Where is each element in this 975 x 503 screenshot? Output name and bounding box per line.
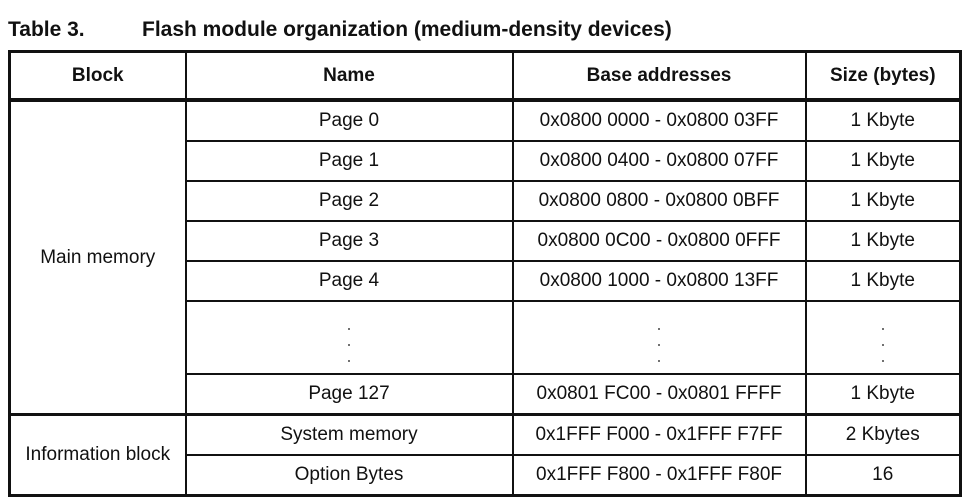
table-row (10, 100, 961, 141)
base-address: 0x0800 0000 - 0x0800 03FF (513, 100, 806, 141)
page-name: Page 1 (186, 141, 513, 181)
size: 1 Kbyte (806, 181, 961, 221)
page-name: Page 127 (186, 374, 513, 415)
page-name: Page 2 (186, 181, 513, 221)
table-row (10, 415, 961, 456)
header-base-addresses: Base addresses (513, 52, 806, 101)
size: 1 Kbyte (806, 374, 961, 415)
header-size: Size (bytes) (806, 52, 961, 101)
base-address: 0x0801 FC00 - 0x0801 FFFF (513, 374, 806, 415)
size: 1 Kbyte (806, 261, 961, 301)
size: 1 Kbyte (806, 141, 961, 181)
base-address: 0x1FFF F000 - 0x1FFF F7FF (513, 415, 806, 456)
page-name: System memory (186, 415, 513, 456)
size: 2 Kbytes (806, 415, 961, 456)
size: 1 Kbyte (806, 100, 961, 141)
vertical-ellipsis (186, 301, 513, 374)
base-address: 0x0800 0400 - 0x0800 07FF (513, 141, 806, 181)
header-name: Name (186, 52, 513, 101)
page-name: Page 3 (186, 221, 513, 261)
size: 16 (806, 455, 961, 496)
table-caption (8, 18, 672, 42)
vertical-ellipsis (513, 301, 806, 374)
vertical-ellipsis (806, 301, 961, 374)
base-address: 0x0800 1000 - 0x0800 13FF (513, 261, 806, 301)
base-address: 0x0800 0C00 - 0x0800 0FFF (513, 221, 806, 261)
header-block: Block (10, 52, 186, 101)
size: 1 Kbyte (806, 221, 961, 261)
header-row (10, 52, 961, 101)
page-name: Page 0 (186, 100, 513, 141)
table-number: Table 3. (8, 18, 85, 41)
page-name: Page 4 (186, 261, 513, 301)
table-title: Flash module organization (medium-density devices) (142, 18, 672, 41)
flash-organization-table (8, 50, 962, 497)
base-address: 0x1FFF F800 - 0x1FFF F80F (513, 455, 806, 496)
block-main-memory: Main memory (10, 100, 186, 415)
block-information: Information block (10, 415, 186, 496)
page-name: Option Bytes (186, 455, 513, 496)
base-address: 0x0800 0800 - 0x0800 0BFF (513, 181, 806, 221)
